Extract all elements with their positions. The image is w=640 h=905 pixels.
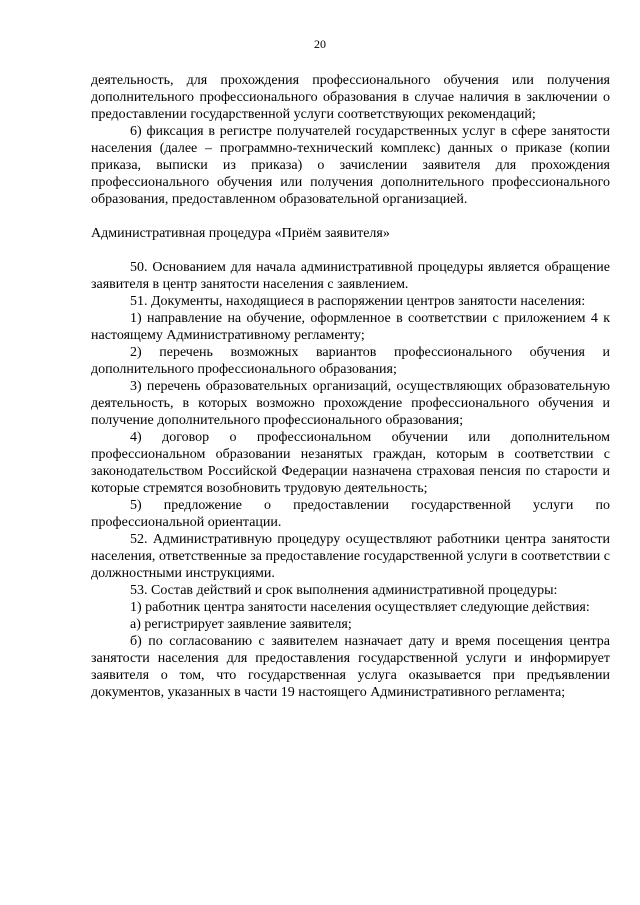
paragraph: 6) фиксация в регистре получателей государственных услуг в сфере занятости населения (далее – программно-технический комплекс) данных о приказе (копии приказа, выписки из приказа) о зачислении заявителя для прохождения профессионального обучения или получения дополнительного профессионального образования, предоставленном образовательной организацией. [91,124,610,207]
list-item: 1) направление на обучение, оформленное в соответствии с приложением 4 к настоящему Административному регламенту; [91,311,610,343]
list-item: 1) работник центра занятости населения осуществляет следующие действия: [130,600,590,615]
page-number: 20 [314,37,326,51]
list-item: а) регистрирует заявление заявителя; [130,617,352,632]
paragraph: 50. Основанием для начала административной процедуры является обращение заявителя в центр занятости населения с заявлением. [91,260,610,292]
paragraph: 51. Документы, находящиеся в распоряжении центров занятости населения: [130,294,586,309]
paragraph: 52. Административную процедуру осуществляют работники центра занятости населения, ответственные за предоставление государственной услуги в соответствии с должностными инструкциями. [91,532,610,581]
paragraph: 53. Состав действий и срок выполнения административной процедуры: [130,583,558,598]
list-item: 5) предложение о предоставлении государственной услуги по профессиональной ориентации. [91,498,610,530]
list-item: 3) перечень образовательных организаций, осуществляющих образовательную деятельность, в которых возможно прохождение профессионального обучения и получение дополнительного профессионального образования; [91,379,610,428]
document-body [91,72,610,701]
paragraph-continuation: деятельность, для прохождения профессионального обучения или получения дополнительного профессионального образования в случае наличия в заключении о предоставлении государственной услуги соответствующих рекомендаций; [91,73,610,122]
list-item: 4) договор о профессиональном обучении или дополнительном профессиональном образовании незанятых граждан, которым в соответствии с законодательством Российской Федерации назначена страховая пенсия по старости и которые стремятся возобновить трудовую деятельность; [91,430,610,496]
list-item: б) по согласованию с заявителем назначает дату и время посещения центра занятости населения для предоставления государственной услуги и информирует заявителя о том, что государственная услуга оказывается при предъявлении документов, указанных в части 19 настоящего Административного регламента; [91,634,610,700]
section-heading: Административная процедура «Приём заявителя» [91,226,390,241]
list-item: 2) перечень возможных вариантов профессионального обучения и дополнительного профессионального образования; [91,345,610,377]
